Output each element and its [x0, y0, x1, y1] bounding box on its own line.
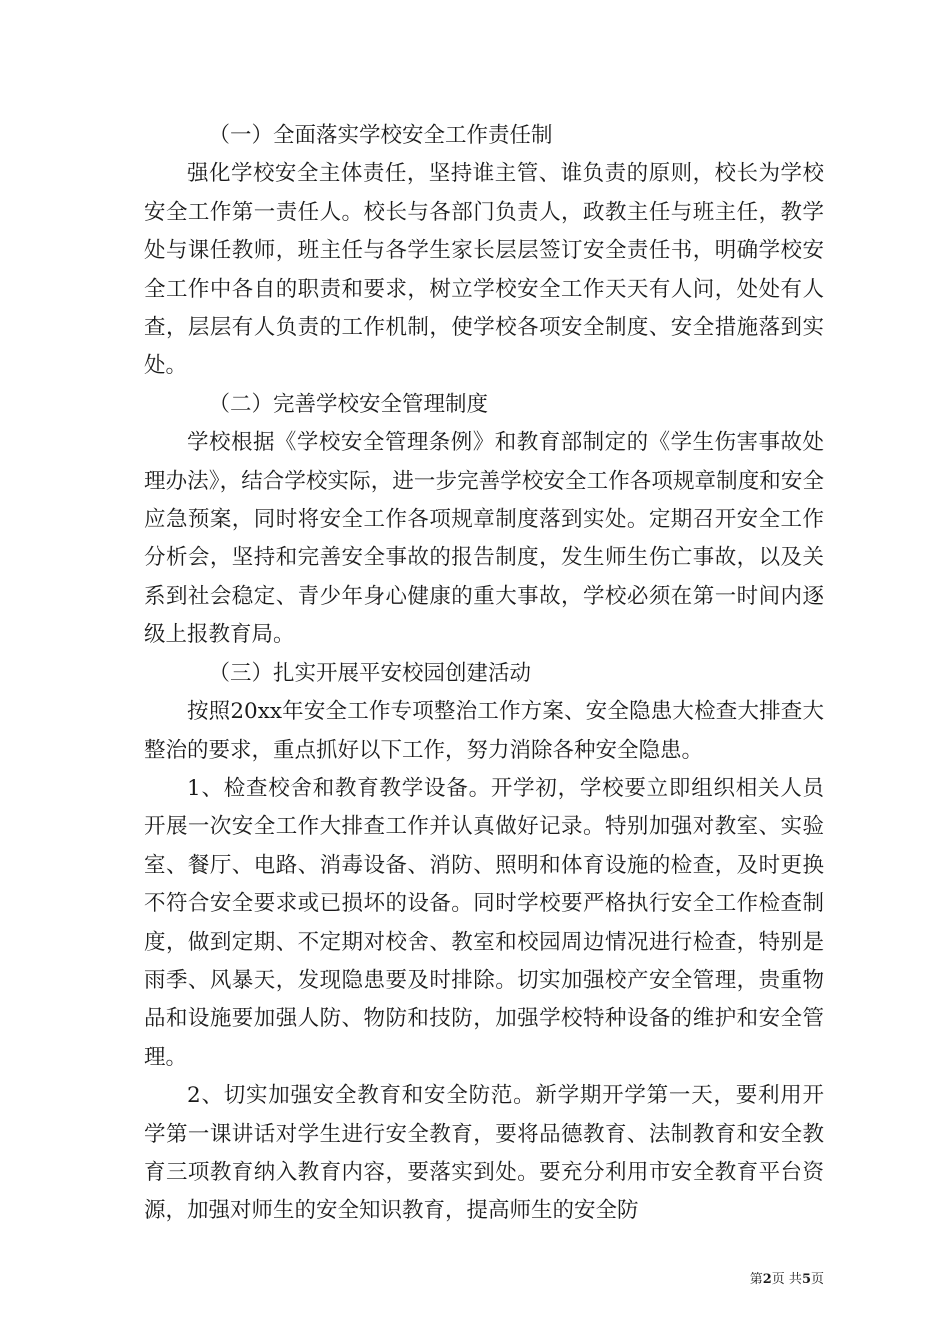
current-page-number: 2 — [762, 1272, 772, 1287]
footer-suffix: 页 — [810, 1272, 824, 1287]
paragraph: 按照20xx年安全工作专项整治工作方案、安全隐患大检查大排查大整治的要求，重点抓好以下工作，努力消除各种安全隐患。 — [144, 699, 824, 763]
paragraph: 1、检查校舍和教育教学设备。开学初，学校要立即组织相关人员开展一次安全工作大排查工作并认真做好记录。特别加强对教室、实验室、餐厅、电路、消毒设备、消防、照明和体育设施的检查，及时更换不符合安全要求或已损坏的设备。同时学校要严格执行安全工作检查制度，做到定期、不定期对校舍、教室和校园周边情况进行检查，特别是雨季、风暴天，发现隐患要及时排除。切实加强校产安全管理，贵重物品和设施要加强人防、物防和技防，加强学校特种设备的维护和安全管理。 — [144, 775, 824, 1070]
paragraph: 强化学校安全主体责任，坚持谁主管、谁负责的原则，校长为学校安全工作第一责任人。校长与各部门负责人，政教主任与班主任，教学处与课任教师，班主任与各学生家长层层签订安全责任书，明确学校安全工作中各自的职责和要求，树立学校安全工作天天有人问，处处有人查，层层有人负责的工作机制，使学校各项安全制度、安全措施落到实处。 — [144, 161, 824, 379]
footer-prefix: 第 — [749, 1272, 763, 1287]
section-heading-2: （二）完善学校安全管理制度 — [208, 391, 489, 417]
section-heading-3: （三）扎实开展平安校园创建活动 — [208, 660, 532, 686]
section-heading-1: （一）全面落实学校安全工作责任制 — [208, 123, 553, 148]
total-pages-number: 5 — [801, 1272, 811, 1287]
page-number-footer — [700, 1272, 824, 1288]
footer-middle: 页 共 — [771, 1272, 802, 1287]
paragraph: 2、切实加强安全教育和安全防范。新学期开学第一天，要利用开学第一课讲话对学生进行安全教育，要将品德教育、法制教育和安全教育三项教育纳入教育内容，要落实到处。要充分利用市安全教育平台资源，加强对师生的安全知识教育，提高师生的安全防 — [144, 1083, 824, 1224]
document-body — [144, 117, 824, 1231]
paragraph: 学校根据《学校安全管理条例》和教育部制定的《学生伤害事故处理办法》，结合学校实际，进一步完善学校安全工作各项规章制度和安全应急预案，同时将安全工作各项规章制度落到实处。定期召开安全工作分析会，坚持和完善安全事故的报告制度，发生师生伤亡事故，以及关系到社会稳定、青少年身心健康的重大事故，学校必须在第一时间内逐级上报教育局。 — [144, 430, 824, 648]
